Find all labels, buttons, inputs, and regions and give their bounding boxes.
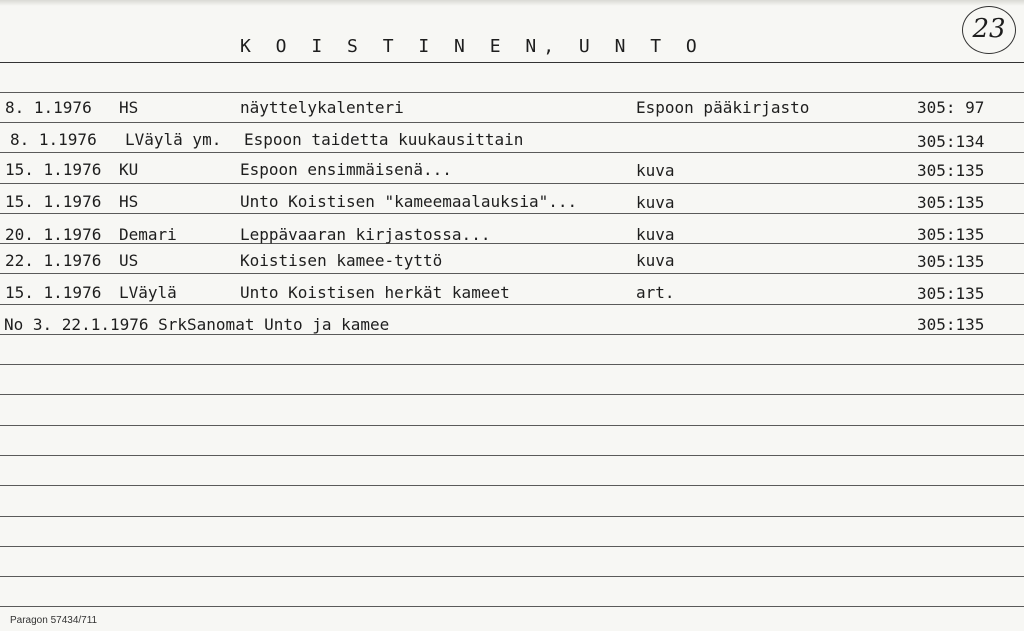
rule-line	[0, 273, 1024, 274]
entry-date: 15. 1.1976	[5, 192, 102, 211]
rule-line	[0, 425, 1024, 426]
entry-title: Unto Koistisen "kameemaalauksia"...	[240, 192, 578, 211]
card-footer-imprint: Paragon 57434/711	[10, 615, 98, 626]
rule-line	[0, 455, 1024, 456]
entry-source: Demari	[119, 225, 177, 244]
card-number-circle: 23	[962, 6, 1016, 54]
entry-source: HS	[119, 98, 139, 117]
rule-line	[0, 152, 1024, 153]
entry-note: Espoon pääkirjasto	[636, 98, 810, 117]
entry-title: Espoon ensimmäisenä...	[240, 160, 452, 179]
entry-title: Unto Koistisen herkät kameet	[240, 283, 510, 302]
entry-title: näyttelykalenteri	[240, 98, 404, 117]
entry-ref: 305:135	[917, 225, 985, 244]
entry-date: 15. 1.1976	[5, 160, 102, 179]
entry-date: 15. 1.1976	[5, 283, 102, 302]
entry-ref: 305:135	[917, 284, 985, 303]
entry-ref: 305:135	[917, 193, 985, 212]
entry-source: LVäylä	[119, 283, 177, 302]
entry-source: US	[119, 251, 139, 270]
rule-line	[0, 62, 1024, 63]
rule-line	[0, 304, 1024, 305]
entry-source: LVäylä ym.	[125, 130, 222, 149]
entry-date: 22. 1.1976	[5, 251, 102, 270]
rule-line	[0, 364, 1024, 365]
entry-source: HS	[119, 192, 139, 211]
rule-line	[0, 546, 1024, 547]
entry-source: KU	[119, 160, 139, 179]
card-top-edge	[0, 0, 1024, 6]
entry-note: kuva	[636, 225, 675, 244]
rule-line	[0, 92, 1024, 93]
rule-line	[0, 516, 1024, 517]
entry-date: 8. 1.1976	[5, 98, 92, 117]
entry-date: 20. 1.1976	[5, 225, 102, 244]
rule-line	[0, 183, 1024, 184]
entry-note: kuva	[636, 251, 675, 270]
entry-note: kuva	[636, 161, 675, 180]
entry-note: art.	[636, 283, 675, 302]
entry-title: Espoon taidetta kuukausittain	[244, 130, 524, 149]
entry-note: kuva	[636, 193, 675, 212]
entry-line: No 3. 22.1.1976 SrkSanomat Unto ja kamee	[4, 315, 390, 334]
rule-line	[0, 213, 1024, 214]
entry-title: Leppävaaran kirjastossa...	[240, 225, 491, 244]
entry-date: 8. 1.1976	[10, 130, 97, 149]
entry-ref: 305:134	[917, 132, 985, 151]
entry-title: Koistisen kamee-tyttö	[240, 251, 443, 270]
entry-ref: 305:135	[917, 252, 985, 271]
entry-ref: 305:135	[917, 315, 985, 334]
rule-line	[0, 394, 1024, 395]
rule-line	[0, 122, 1024, 123]
rule-line	[0, 334, 1024, 335]
entry-ref: 305: 97	[917, 98, 985, 117]
rule-line	[0, 606, 1024, 607]
rule-line	[0, 576, 1024, 577]
card-title: K O I S T I N E N, U N T O	[240, 36, 704, 57]
entry-ref: 305:135	[917, 161, 985, 180]
rule-line	[0, 485, 1024, 486]
